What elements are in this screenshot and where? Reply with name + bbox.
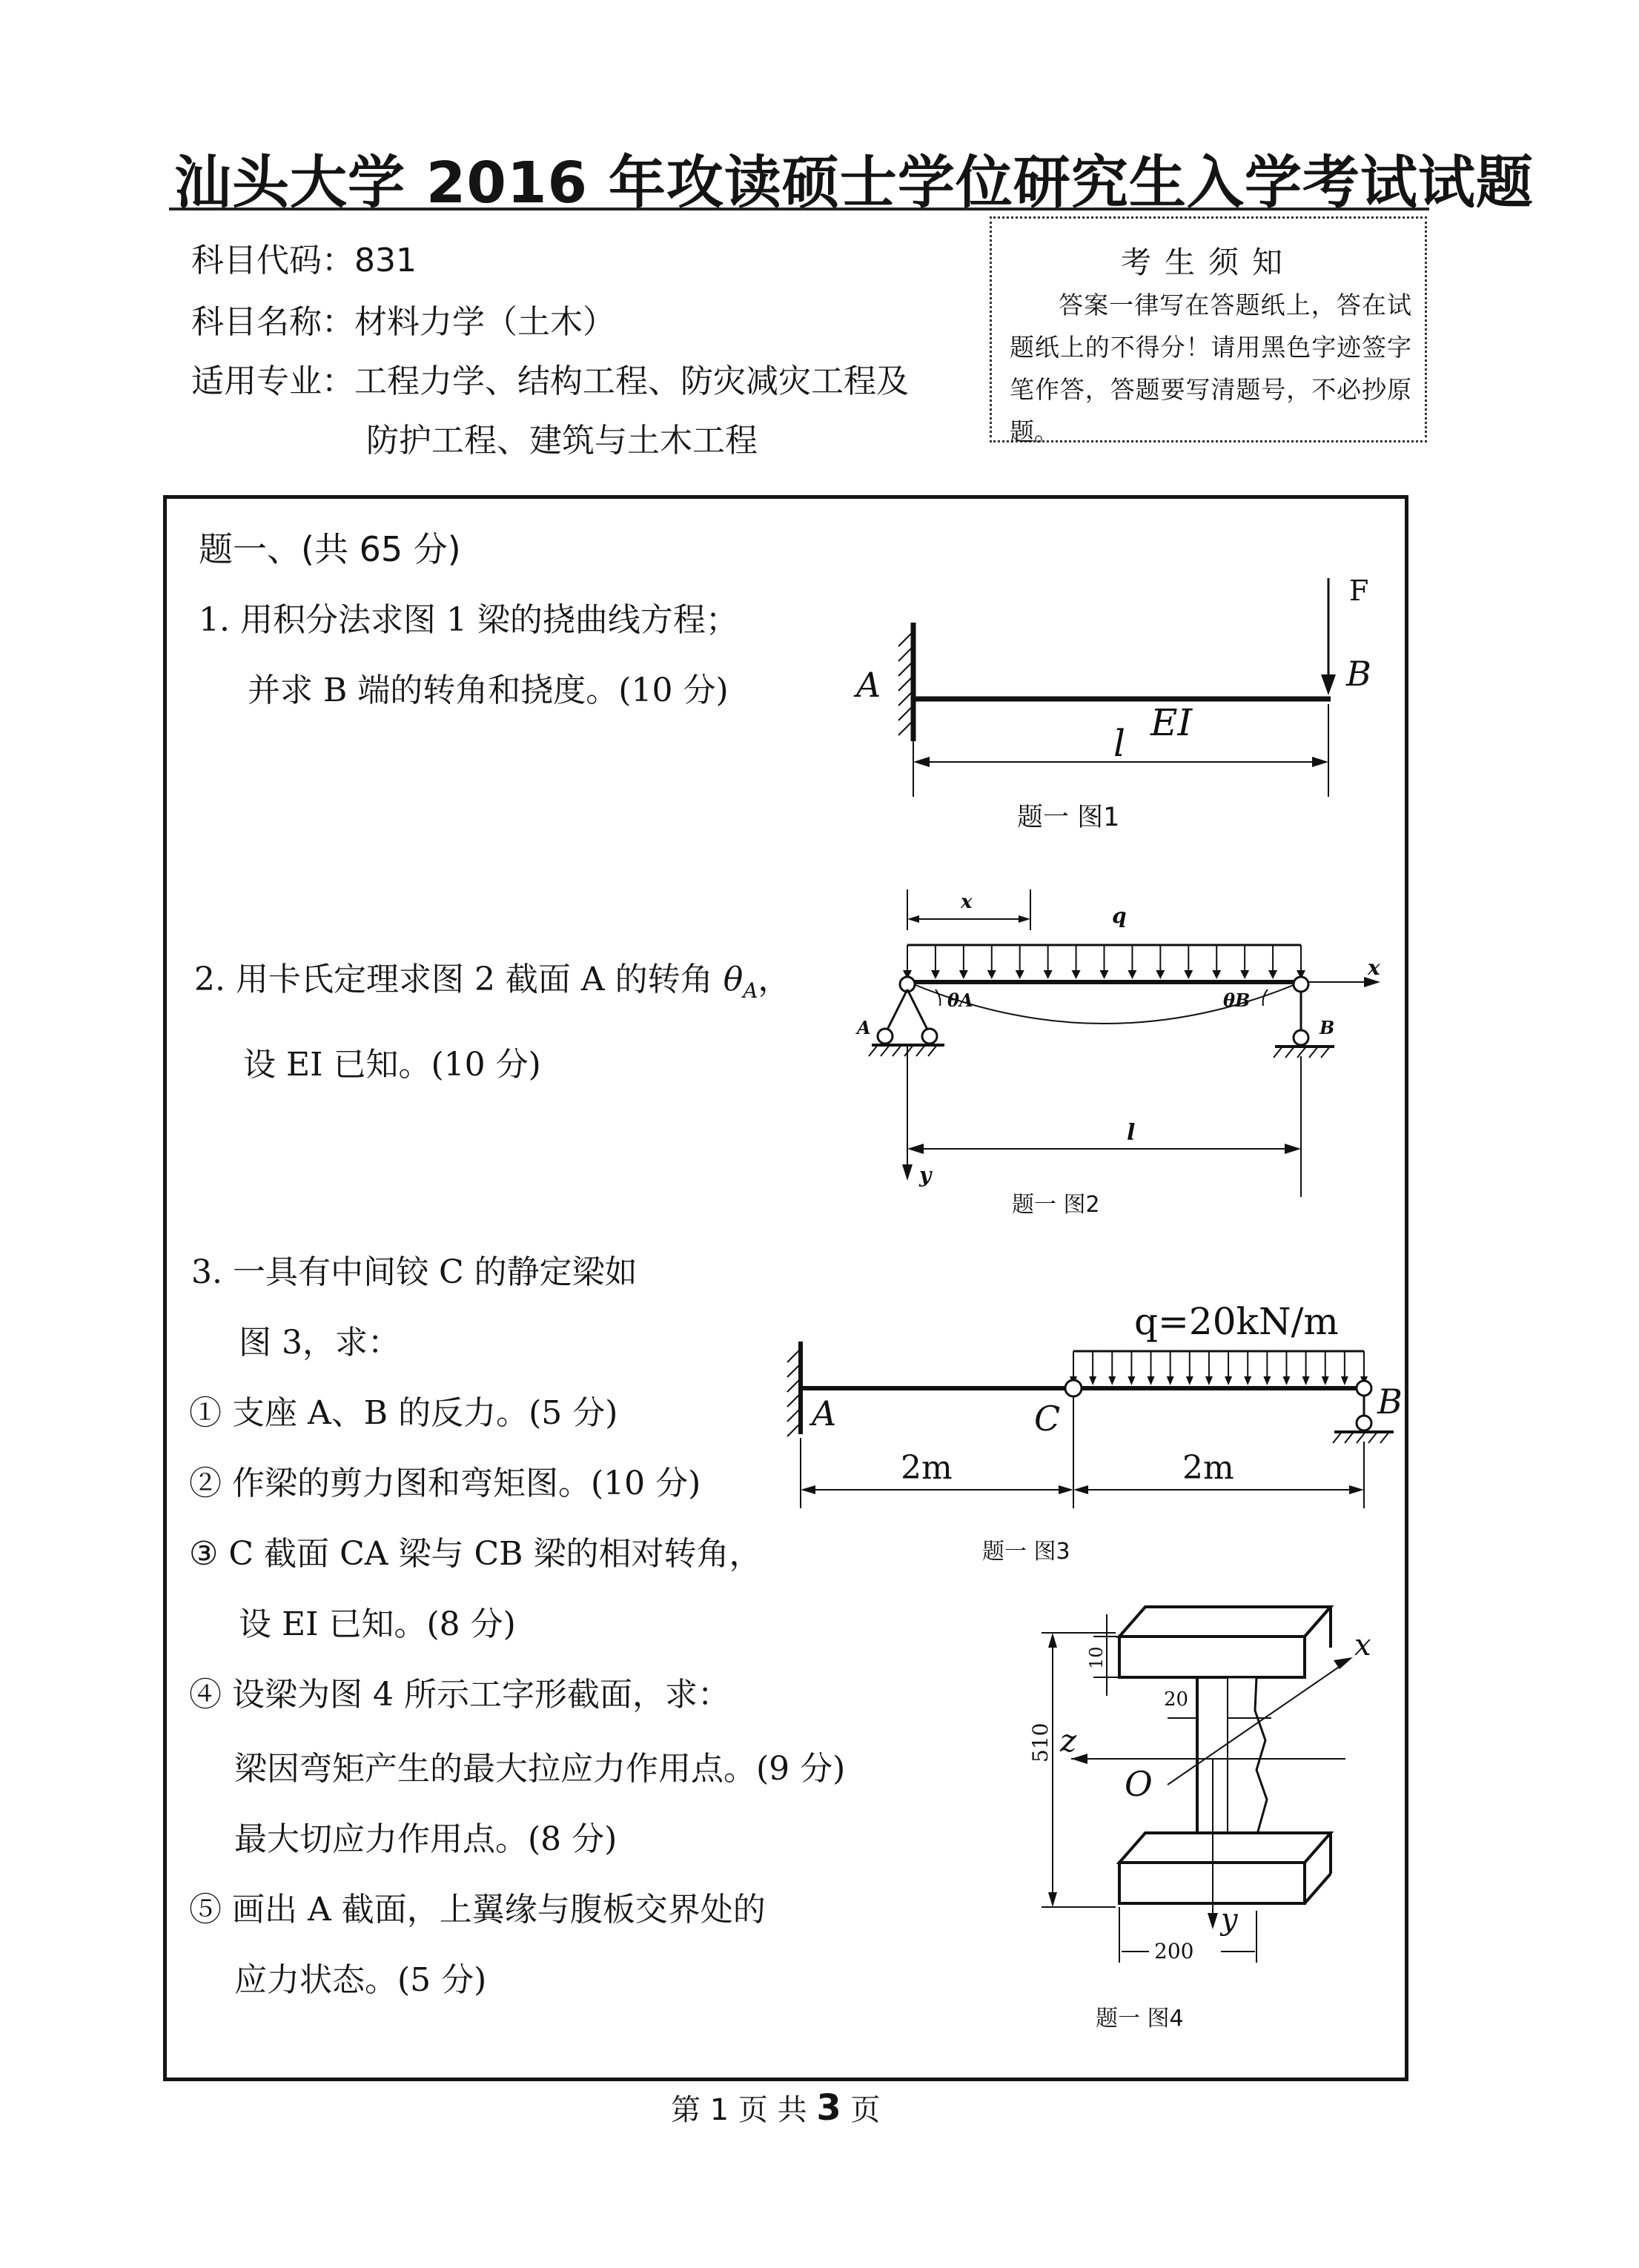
- notice-title: 考生须知: [1121, 245, 1296, 280]
- q3-item4a: ④ 设梁为图 4 所示工字形截面，求：: [189, 1676, 730, 1714]
- load-arrow-head: [1016, 970, 1024, 979]
- q2-line1: [194, 952, 790, 1003]
- subject-code: 831: [354, 242, 417, 279]
- q3-item5a: ⑤ 画出 A 截面，上翼缘与腹板交界处的: [189, 1891, 766, 1929]
- bottom-flange-top: [1119, 1833, 1331, 1863]
- label-thetaB: θB: [1223, 989, 1251, 1011]
- y-axis-arrow: [1208, 1913, 1218, 1929]
- pin-B: [1294, 977, 1308, 992]
- majors-line1: 工程力学、结构工程、防灾减灾工程及: [354, 362, 909, 400]
- load-arrow-head: [1225, 1376, 1232, 1385]
- subject-name-row: [191, 295, 615, 342]
- label-F: F: [1349, 574, 1369, 607]
- q3-item1: ① 支座 A、B 的反力。(5 分): [189, 1394, 618, 1432]
- q2-line2: 设 EI 已知。(10 分): [243, 1046, 541, 1084]
- q3-item4c: 最大切应力作用点。(8 分): [234, 1820, 617, 1858]
- load-arrow-head: [1205, 1376, 1213, 1385]
- majors-row: [191, 354, 909, 402]
- load-arrow-head: [1100, 970, 1109, 979]
- dim-10: 10: [1086, 1646, 1107, 1669]
- q2-text: 2. 用卡氏定理求图 2 截面 A 的转角: [194, 961, 713, 998]
- dim-left: 2m: [901, 1449, 953, 1487]
- figure-3-hinged-beam: [778, 1293, 1416, 1538]
- label-y-axis: y: [919, 1163, 932, 1187]
- label-B: B: [1346, 654, 1371, 694]
- distributed-load-arrows: [903, 945, 1305, 979]
- q3-item3b: 设 EI 已知。(8 分): [239, 1605, 516, 1643]
- page-footer: [671, 2086, 880, 2129]
- label-l: l: [1113, 722, 1125, 765]
- support-A-leg-right: [907, 989, 930, 1034]
- exam-title: 汕头大学 2016 年攻读硕士学位研究生入学考试试题: [174, 150, 1534, 216]
- label-A: A: [857, 1017, 871, 1038]
- x-axis-arrow: [1334, 1657, 1353, 1669]
- load-arrow-head: [1089, 1376, 1096, 1385]
- load-arrow-head: [931, 970, 940, 979]
- load-arrow-head: [987, 970, 996, 979]
- label-C: C: [1034, 1399, 1061, 1439]
- q3-line2: 图 3，求：: [239, 1324, 400, 1362]
- footer-total: 3: [816, 2087, 841, 2129]
- dim-510: 510: [1028, 1722, 1053, 1763]
- dim-arrow-1: [801, 1485, 815, 1494]
- candidate-notice-box: [990, 216, 1427, 446]
- q3-item5b: 应力状态。(5 分): [234, 1961, 487, 1999]
- thetaB-arc: [1263, 989, 1268, 1006]
- load-arrow-head: [1268, 970, 1277, 979]
- majors-label: 适用专业：: [191, 362, 354, 400]
- label-thetaA: θA: [947, 989, 973, 1011]
- subject-name-label: 科目名称：: [191, 303, 354, 341]
- dim-right: 2m: [1182, 1449, 1234, 1487]
- dim-20: 20: [1164, 1688, 1189, 1711]
- figure-4-i-section: [1019, 1592, 1405, 1985]
- load-arrow-head: [1167, 1376, 1174, 1385]
- q1-line2: 并求 B 端的转角和挠度。(10 分): [248, 672, 729, 709]
- load-arrow-head: [1128, 970, 1136, 979]
- fig1-caption: 题一 图1: [1017, 803, 1120, 832]
- dim-x-arrow-r: [1019, 915, 1030, 923]
- dim-l-arrow-l: [907, 1144, 924, 1154]
- footer-suffix: 页: [841, 2093, 881, 2127]
- top-flange-front: [1119, 1637, 1305, 1677]
- load-arrow-head: [1128, 1376, 1135, 1385]
- thetaA-arc: [936, 989, 940, 1006]
- label-x: x: [1354, 1628, 1371, 1662]
- dim-arrow-left: [913, 757, 930, 767]
- title-rule: [169, 208, 1429, 210]
- support-B-roller: [1357, 1416, 1371, 1430]
- notice-body: 答案一律写在答题纸上，答在试题纸上的不得分！请用黑色字迹签字笔作答，答题要写清题号，不必抄原题。: [1010, 291, 1411, 446]
- label-y: y: [1221, 1903, 1238, 1937]
- load-arrow-head: [1263, 1376, 1271, 1385]
- dim-arrow-3: [1073, 1485, 1088, 1494]
- theta-symbol: θ: [723, 961, 744, 998]
- q2-comma: ，: [758, 961, 791, 998]
- support-B-roller: [1294, 1030, 1308, 1045]
- dim-200: 200: [1154, 1939, 1194, 1963]
- subject-name: 材料力学（土木）: [354, 303, 615, 341]
- dim-arrow-right: [1312, 757, 1328, 767]
- fig2-caption: 题一 图2: [1012, 1192, 1100, 1218]
- fig3-caption: 题一 图3: [982, 1539, 1070, 1565]
- fig4-caption: 题一 图4: [1096, 2006, 1184, 2032]
- load-arrow-head: [1156, 970, 1165, 979]
- force-arrow-head: [1321, 674, 1336, 695]
- dim510-arrow-bottom: [1048, 1892, 1057, 1907]
- section-heading: 题一、(共 65 分): [199, 529, 461, 569]
- top-flange-top: [1119, 1607, 1331, 1637]
- q1-line1: 1. 用积分法求图 1 梁的挠曲线方程；: [199, 601, 738, 639]
- label-EI: EI: [1150, 701, 1193, 744]
- load-arrow-head: [1244, 1376, 1251, 1385]
- q3-line1: 3. 一具有中间铰 C 的静定梁如: [191, 1253, 638, 1291]
- load-arrow-head: [1341, 1376, 1348, 1385]
- label-B: B: [1377, 1382, 1403, 1422]
- label-l: l: [1127, 1120, 1136, 1146]
- y-axis-arrow: [902, 1164, 913, 1181]
- load-arrow-head: [1148, 1376, 1155, 1385]
- subject-code-row: [191, 233, 417, 281]
- label-x-dim: x: [961, 891, 973, 913]
- load-arrow-head: [959, 970, 968, 979]
- label-z: z: [1060, 1722, 1077, 1759]
- majors-line2: 防护工程、建筑与土木工程: [366, 422, 758, 460]
- dim-x-arrow-l: [907, 915, 919, 923]
- theta-subscript: A: [743, 978, 758, 1003]
- pin-B: [1357, 1381, 1371, 1396]
- load-arrow-head: [1186, 1376, 1193, 1385]
- footer-prefix: 第 1 页 共: [671, 2093, 817, 2127]
- load-arrow-head: [1240, 970, 1249, 979]
- support-A-foot-left: [878, 1029, 893, 1044]
- load-arrow-head: [1108, 1376, 1116, 1385]
- load-arrow-head: [1184, 970, 1193, 979]
- figure-2-simply-supported: [852, 886, 1401, 1212]
- label-x-axis: x: [1368, 955, 1380, 980]
- label-O: O: [1125, 1764, 1153, 1804]
- label-A: A: [856, 665, 881, 705]
- label-A: A: [812, 1393, 837, 1433]
- subject-code-label: 科目代码：: [191, 242, 354, 279]
- load-arrow-head: [1072, 970, 1081, 979]
- bottom-flange-edge: [1305, 1874, 1331, 1903]
- load-arrow-head: [1044, 970, 1053, 979]
- load-arrow-head: [1282, 1376, 1290, 1385]
- support-A-foot-right: [922, 1029, 937, 1044]
- label-q: q=20kN/m: [1134, 1300, 1339, 1343]
- dim-l-arrow-r: [1285, 1144, 1301, 1154]
- dim510-arrow-top: [1048, 1633, 1057, 1648]
- ground-B-hatch: [1333, 1432, 1389, 1443]
- hinge-C: [1065, 1380, 1082, 1396]
- dim-arrow-2: [1059, 1485, 1073, 1494]
- ground-A-hatch: [869, 1045, 937, 1056]
- support-A-leg-left: [885, 989, 907, 1034]
- label-q: q: [1112, 903, 1127, 928]
- q3-item3a: ③ C 截面 CA 梁与 CB 梁的相对转角，: [189, 1535, 762, 1573]
- q3-item4b: 梁因弯矩产生的最大拉应力作用点。(9 分): [234, 1750, 846, 1788]
- dim-arrow-4: [1349, 1485, 1364, 1494]
- label-B: B: [1320, 1017, 1335, 1038]
- distributed-load-arrows: [1070, 1351, 1368, 1385]
- q3-item2: ② 作梁的剪力图和弯矩图。(10 分): [189, 1465, 701, 1502]
- ground-B-hatch: [1274, 1047, 1330, 1058]
- load-arrow-head: [1212, 970, 1221, 979]
- load-arrow-head: [1322, 1376, 1329, 1385]
- load-arrow-head: [1302, 1376, 1310, 1385]
